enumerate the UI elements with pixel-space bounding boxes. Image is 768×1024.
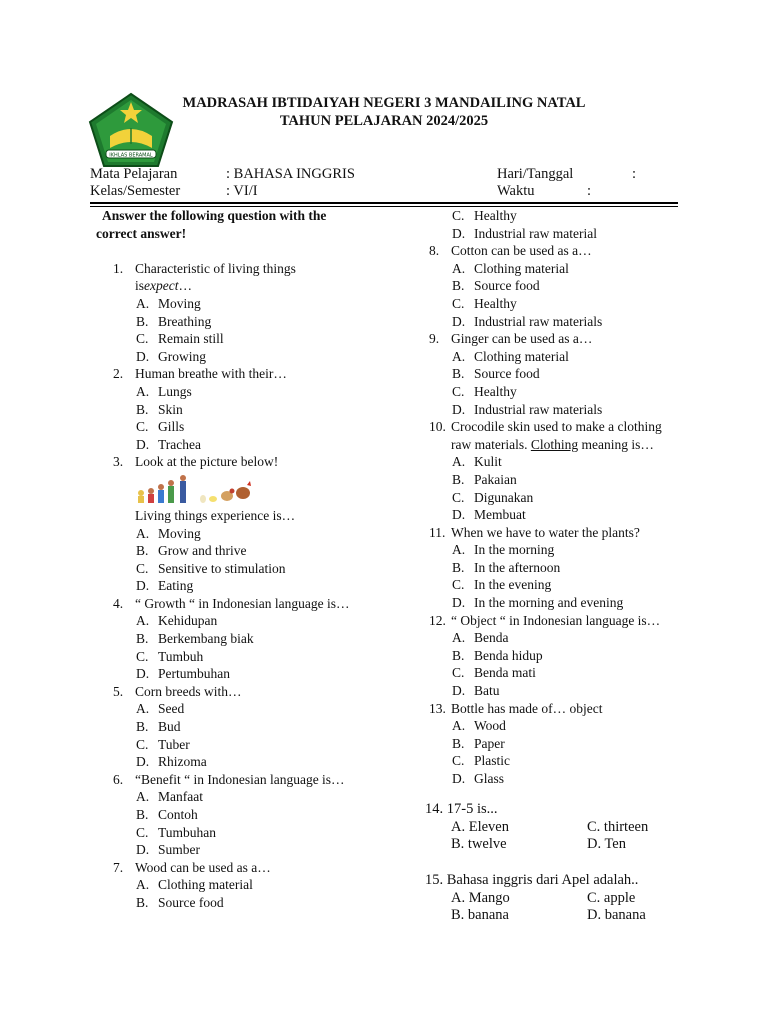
living-things-picture — [113, 471, 416, 507]
school-year: TAHUN PELAJARAN 2024/2025 — [279, 113, 489, 129]
header-rule — [90, 202, 678, 204]
time-value: : — [587, 183, 592, 199]
question-13: 13. Bottle has made of… object — [429, 700, 603, 716]
question-3: 3. Look at the picture below! — [113, 454, 279, 470]
option: B. Bud — [136, 719, 181, 735]
option: A. Wood — [452, 718, 506, 734]
subject-value: : BAHASA INGGRIS — [226, 166, 355, 182]
option: B. Pakaian — [452, 471, 517, 487]
option: C. Remain still — [136, 331, 224, 347]
question-6: 6. “Benefit “ in Indonesian language is… — [113, 771, 345, 787]
option: C. Sensitive to stimulation — [136, 560, 286, 576]
option: A. Moving — [136, 295, 201, 311]
option: D. In the morning and evening — [452, 595, 624, 611]
svg-text:IKHLAS BERAMAL: IKHLAS BERAMAL — [109, 152, 153, 159]
question-5: 5. Corn breeds with… — [113, 683, 242, 699]
option: A. Clothing material — [452, 348, 569, 364]
option: C. Healthy — [452, 208, 517, 223]
question-7: 7. Wood can be used as a… — [113, 859, 271, 875]
option: D. Sumber — [136, 842, 200, 858]
option: B. In the afternoon — [452, 559, 561, 575]
option: D. Industrial raw material — [452, 225, 597, 241]
option: C. Benda mati — [452, 665, 536, 681]
option: A. In the morning — [452, 542, 555, 558]
question-14: 14. 17-5 is... A. Eleven C. thirteen B. twelve D. Ten — [425, 801, 649, 853]
day-label: Hari/Tanggal — [497, 166, 574, 182]
option: C. Tumbuh — [136, 648, 204, 664]
option: B. Berkembang biak — [136, 631, 254, 647]
left-column: Answer the following question with the correct answer! 1. Characteristic of living things is expect … A. Moving B. Breathing C. Remain still D. Growing 2. Human breathe with their… A. Lungs B. Skin C. Gills D. Trachea 3. Look at the picture below! Living things experience is… A. Moving B. Grow and thrive C. Sensitive to stimulation D. Eating 4. “ Growth “ in Indonesian language is… A. Kehidupan B. Berkembang biak C. Tumbuh D. Pertumbuhan 5. Corn breeds with… A. Seed B. Bud C. Tuber D. Rhizoma 6. “Benefit “ in Indonesian language is… A. Manfaat B. Contoh C. Tumbuhan D. Sumber 7. Wood can be used as a… A. Clothing material B. Source food — [96, 207, 416, 912]
school-title: MADRASAH IBTIDAIYAH NEGERI 3 MANDAILING NATAL — [182, 95, 586, 111]
question-1: 1. Characteristic of living things — [113, 260, 296, 276]
right-column: C. Healthy D. Industrial raw material 8. Cotton can be used as a… A. Clothing material B. Source food C. Healthy D. Industrial raw materials 9. Ginger can be used as a… A. Clothing material B. Source food C. Healthy D. Industrial raw materials 10. Crocodile skin used to make a clothing raw materials. Clothing meaning is… A. Kulit B. Pakaian C. Digunakan D. Membuat 11. When we have to water the plants? A. In the morning B. In the afternoon C. In the evening D. In the morning and evening 12. “ Object “ in Indonesian language is… A. Benda B. Benda hidup C. Benda mati D. Batu 13. Bottle has made of… object A. Wood B. Paper C. Plastic D. Glass — [429, 207, 729, 788]
question-15: 15. Bahasa inggris dari Apel adalah.. A. Mango C. apple B. banana D. banana — [425, 872, 646, 924]
option: D. Batu — [452, 683, 500, 699]
option: A. Moving — [136, 525, 201, 541]
question-8: 8. Cotton can be used as a… — [429, 243, 592, 259]
question-11: 11. When we have to water the plants? — [429, 524, 640, 540]
option: A. Kulit — [452, 454, 502, 470]
option: B. Skin — [136, 401, 183, 417]
option: B. Contoh — [136, 807, 198, 822]
option: D. Eating — [136, 578, 194, 594]
option: A. Manfaat — [136, 789, 203, 805]
option: C. Healthy — [452, 295, 517, 311]
option: D. Industrial raw materials — [452, 313, 603, 329]
option: B. Grow and thrive — [136, 543, 247, 559]
option: A. Clothing material — [136, 877, 253, 893]
option: D. Pertumbuhan — [136, 666, 230, 682]
option: B. Source food — [452, 278, 540, 294]
option: C. In the evening — [452, 577, 552, 593]
option: D. Trachea — [136, 436, 201, 452]
question-12: 12. “ Object “ in Indonesian language is… — [429, 612, 661, 628]
option: B. Breathing — [136, 313, 212, 329]
option: C. Digunakan — [452, 489, 534, 505]
option: D. Glass — [452, 771, 504, 786]
time-label: Waktu — [497, 183, 535, 199]
option: A. Benda — [452, 630, 509, 646]
option: C. Tumbuhan — [136, 824, 217, 840]
question-9: 9. Ginger can be used as a… — [429, 331, 593, 347]
option: C. Healthy — [452, 383, 517, 399]
class-value: : VI/I — [226, 183, 258, 199]
option: B. Benda hidup — [452, 647, 543, 663]
option: C. Tuber — [136, 736, 190, 752]
option: D. Rhizoma — [136, 754, 207, 770]
class-label: Kelas/Semester — [90, 183, 181, 199]
option: D. Growing — [136, 348, 206, 364]
subject-label: Mata Pelajaran — [90, 166, 178, 182]
question-10: 10. Crocodile skin used to make a clothing — [429, 419, 662, 435]
option: C. Gills — [136, 419, 185, 435]
question-4: 4. “ Growth “ in Indonesian language is… — [113, 595, 350, 611]
option: B. Source food — [136, 894, 224, 910]
option: A. Lungs — [136, 383, 192, 399]
instruction-line-2: correct answer! — [96, 225, 187, 241]
option: A. Kehidupan — [136, 613, 218, 629]
option: B. Paper — [452, 735, 505, 751]
instruction-line-1: Answer the following question with the — [102, 208, 327, 223]
question-2: 2. Human breathe with their… — [113, 366, 287, 382]
day-value: : — [632, 166, 637, 182]
option: A. Seed — [136, 701, 185, 717]
option: D. Industrial raw materials — [452, 401, 603, 417]
option: D. Membuat — [452, 507, 526, 523]
option: C. Plastic — [452, 753, 510, 769]
option: A. Clothing material — [452, 260, 569, 276]
option: B. Source food — [452, 366, 540, 382]
